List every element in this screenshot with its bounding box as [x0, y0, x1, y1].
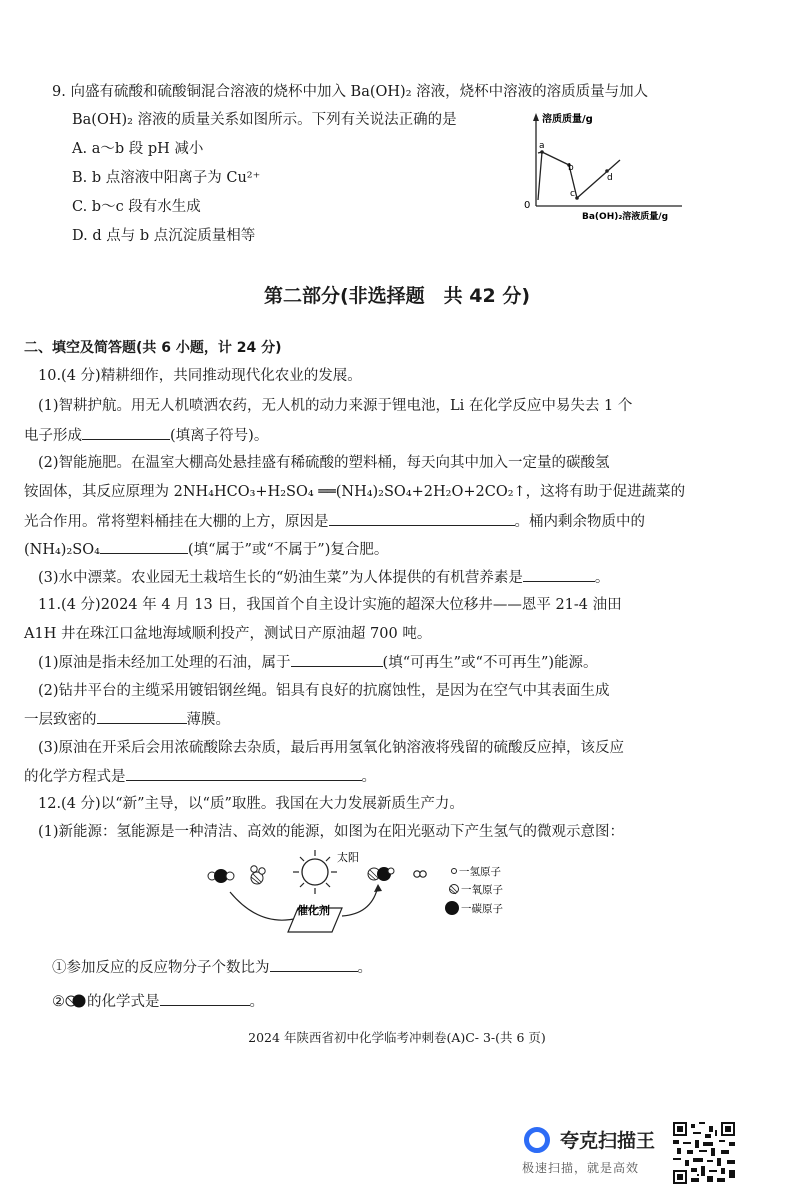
q10-p1-blank[interactable] — [82, 425, 170, 440]
q11-p2-line2 — [24, 709, 230, 730]
q9-option-c: C. b～c 段有水生成 — [72, 199, 201, 215]
hydrogen-diagram — [200, 848, 530, 934]
sun-label: 太阳 — [337, 851, 359, 864]
q11-p1-blank[interactable] — [291, 652, 383, 667]
q11-p2-blank[interactable] — [97, 709, 187, 724]
point-a-label: a — [539, 141, 545, 151]
q12-sub1 — [52, 957, 372, 978]
arrow-head — [374, 884, 382, 892]
q12-sub2-text: 的化学式是 — [87, 994, 160, 1010]
product-molecule — [368, 867, 394, 881]
q11-p2-text: 一层致密的 — [24, 712, 97, 728]
q10-p2-text: 光合作用。常将塑料桶挂在大棚的上方，原因是 — [24, 514, 329, 530]
q10-p2-line4 — [24, 539, 388, 560]
q11-p3-blank[interactable] — [126, 766, 362, 781]
q12-sub2-suffix: 。 — [249, 994, 264, 1010]
q10-p2-blank-fertilizer[interactable] — [100, 539, 188, 554]
series-rise — [538, 152, 542, 200]
qr-code-icon — [673, 1122, 735, 1184]
q10-p3-line — [38, 567, 609, 588]
y-axis-arrow — [533, 113, 539, 121]
q9-option-b: B. b 点溶液中阳离子为 Cu²⁺ — [72, 170, 261, 186]
q11-p2-line1: (2)钻井平台的主缆采用镀铝钢丝绳。铝具有良好的抗腐蚀性，是因为在空气中其表面生成 — [38, 683, 610, 699]
co2-molecule — [208, 869, 234, 883]
scanner-watermark — [522, 1125, 672, 1185]
point-d-label: d — [607, 173, 613, 183]
q10-p2-suffix: 。桶内剩余物质中的 — [514, 514, 645, 530]
point-b-label: b — [568, 163, 574, 173]
q10-p3-text: (3)水中漂菜。农业园无土栽培生长的“奶油生菜”为人体提供的有机营养素是 — [38, 570, 523, 586]
q12-sub1-blank[interactable] — [270, 957, 358, 972]
q11-p3-line2 — [24, 766, 376, 787]
q10-p2-formula: (NH₄)₂SO₄ — [24, 542, 100, 558]
q9-chart — [522, 108, 702, 223]
legend-hydrogen: 一氢原子 — [459, 866, 501, 878]
q12-sub2-prefix: ② — [52, 994, 65, 1010]
q10-p1-line1: (1)智耕护航。用无人机喷洒农药，无人机的动力来源于锂电池，Li 在化学反应中易失去 1 个 — [38, 398, 633, 414]
legend-carbon: 一碳原子 — [461, 903, 503, 915]
part2-title: 第二部分(非选择题 共 42 分) — [263, 285, 531, 307]
q9-option-d: D. d 点与 b 点沉淀质量相等 — [72, 228, 256, 244]
point-c — [575, 196, 579, 200]
q9-stem-line2: Ba(OH)₂ 溶液的质量关系如图所示。下列有关说法正确的是 — [72, 112, 457, 128]
q12-stem: 12.(4 分)以“新”主导，以“质”取胜。我国在大力发展新质生产力。 — [38, 796, 464, 812]
q11-p1-hint: (填“可再生”或“不可再生”)能源。 — [382, 655, 598, 671]
q9-stem-line1: 9. 向盛有硫酸和硫酸铜混合溶液的烧杯中加入 Ba(OH)₂ 溶液，烧杯中溶液的溶质质量与加人 — [52, 84, 649, 100]
point-c-label: c — [570, 189, 575, 199]
q11-stem-line2: A1H 井在珠江口盆地海域顺利投产，测试日产原油超 700 吨。 — [24, 626, 432, 642]
q10-p1-text: 电子形成 — [24, 428, 82, 444]
q10-p3-suffix: 。 — [594, 570, 610, 586]
q11-p3-text: 的化学方程式是 — [24, 769, 126, 785]
q11-p3-line1: (3)原油在开采后会用浓硫酸除去杂质，最后再用氢氧化钠溶液将残留的硫酸反应掉，该反应 — [38, 740, 625, 756]
q11-p1-text: (1)原油是指未经加工处理的石油，属于 — [38, 655, 291, 671]
q10-p2-line3 — [24, 511, 645, 532]
y-axis-label: 溶质质量/g — [542, 114, 593, 125]
co-molecule-icon — [65, 993, 87, 1009]
q10-p2-line1: (2)智能施肥。在温室大棚高处悬挂盛有稀硫酸的塑料桶，每天向其中加入一定量的碳酸氢 — [38, 455, 610, 471]
q12-sub1-text: ①参加反应的反应物分子个数比为 — [52, 960, 270, 976]
brand-slogan: 极速扫描，就是高效 — [522, 1161, 640, 1175]
q12-sub2 — [52, 991, 264, 1012]
q10-p1-line2 — [24, 425, 268, 446]
origin-label: 0 — [524, 200, 531, 211]
q9-option-a: A. a～b 段 pH 减小 — [72, 141, 204, 157]
q12-p1: (1)新能源：氢能源是一种清洁、高效的能源，如图为在阳光驱动下产生氢气的微观示意图： — [38, 824, 625, 840]
page-footer: 2024 年陕西省初中化学临考冲刺卷(A)C- 3-(共 6 页) — [248, 1030, 546, 1045]
q11-p3-suffix: 。 — [361, 769, 376, 785]
section-heading: 二、填空及简答题(共 6 小题，计 24 分) — [24, 340, 282, 356]
arrow-in — [230, 892, 298, 920]
q12-sub2-blank[interactable] — [160, 991, 250, 1006]
sun-icon — [293, 850, 337, 894]
oxygen-molecule — [414, 871, 426, 877]
catalyst-label: 催化剂 — [297, 904, 330, 917]
x-axis-label: Ba(OH)₂溶液质量/g — [582, 212, 669, 222]
brand-name: 夸克扫描王 — [560, 1130, 656, 1152]
arrow-out — [342, 886, 378, 916]
q11-p2-suffix: 薄膜。 — [186, 712, 230, 728]
quark-logo-icon — [524, 1127, 550, 1153]
q10-p2-blank-reason[interactable] — [329, 511, 515, 526]
q10-p3-blank[interactable] — [523, 567, 595, 582]
q10-p1-suffix: (填离子符号)。 — [170, 428, 269, 444]
water-molecule — [251, 866, 265, 884]
q10-p2-hint: (填“属于”或“不属于”)复合肥。 — [187, 542, 389, 558]
q11-stem-line1: 11.(4 分)2024 年 4 月 13 日，我国首个自主设计实施的超深大位移井——恩平 21-4 油田 — [38, 597, 622, 613]
diagram-legend — [445, 865, 503, 915]
q11-p1-line — [38, 652, 598, 673]
q10-p2-line2: 铵固体，其反应原理为 2NH₄HCO₃+H₂SO₄ ══(NH₄)₂SO₄+2H₂O+2CO₂↑，这将有助于促进蔬菜的 — [24, 484, 686, 500]
legend-oxygen: 一氧原子 — [461, 884, 503, 896]
q12-sub1-suffix: 。 — [357, 960, 372, 976]
q10-stem: 10.(4 分)精耕细作，共同推动现代化农业的发展。 — [38, 368, 362, 384]
